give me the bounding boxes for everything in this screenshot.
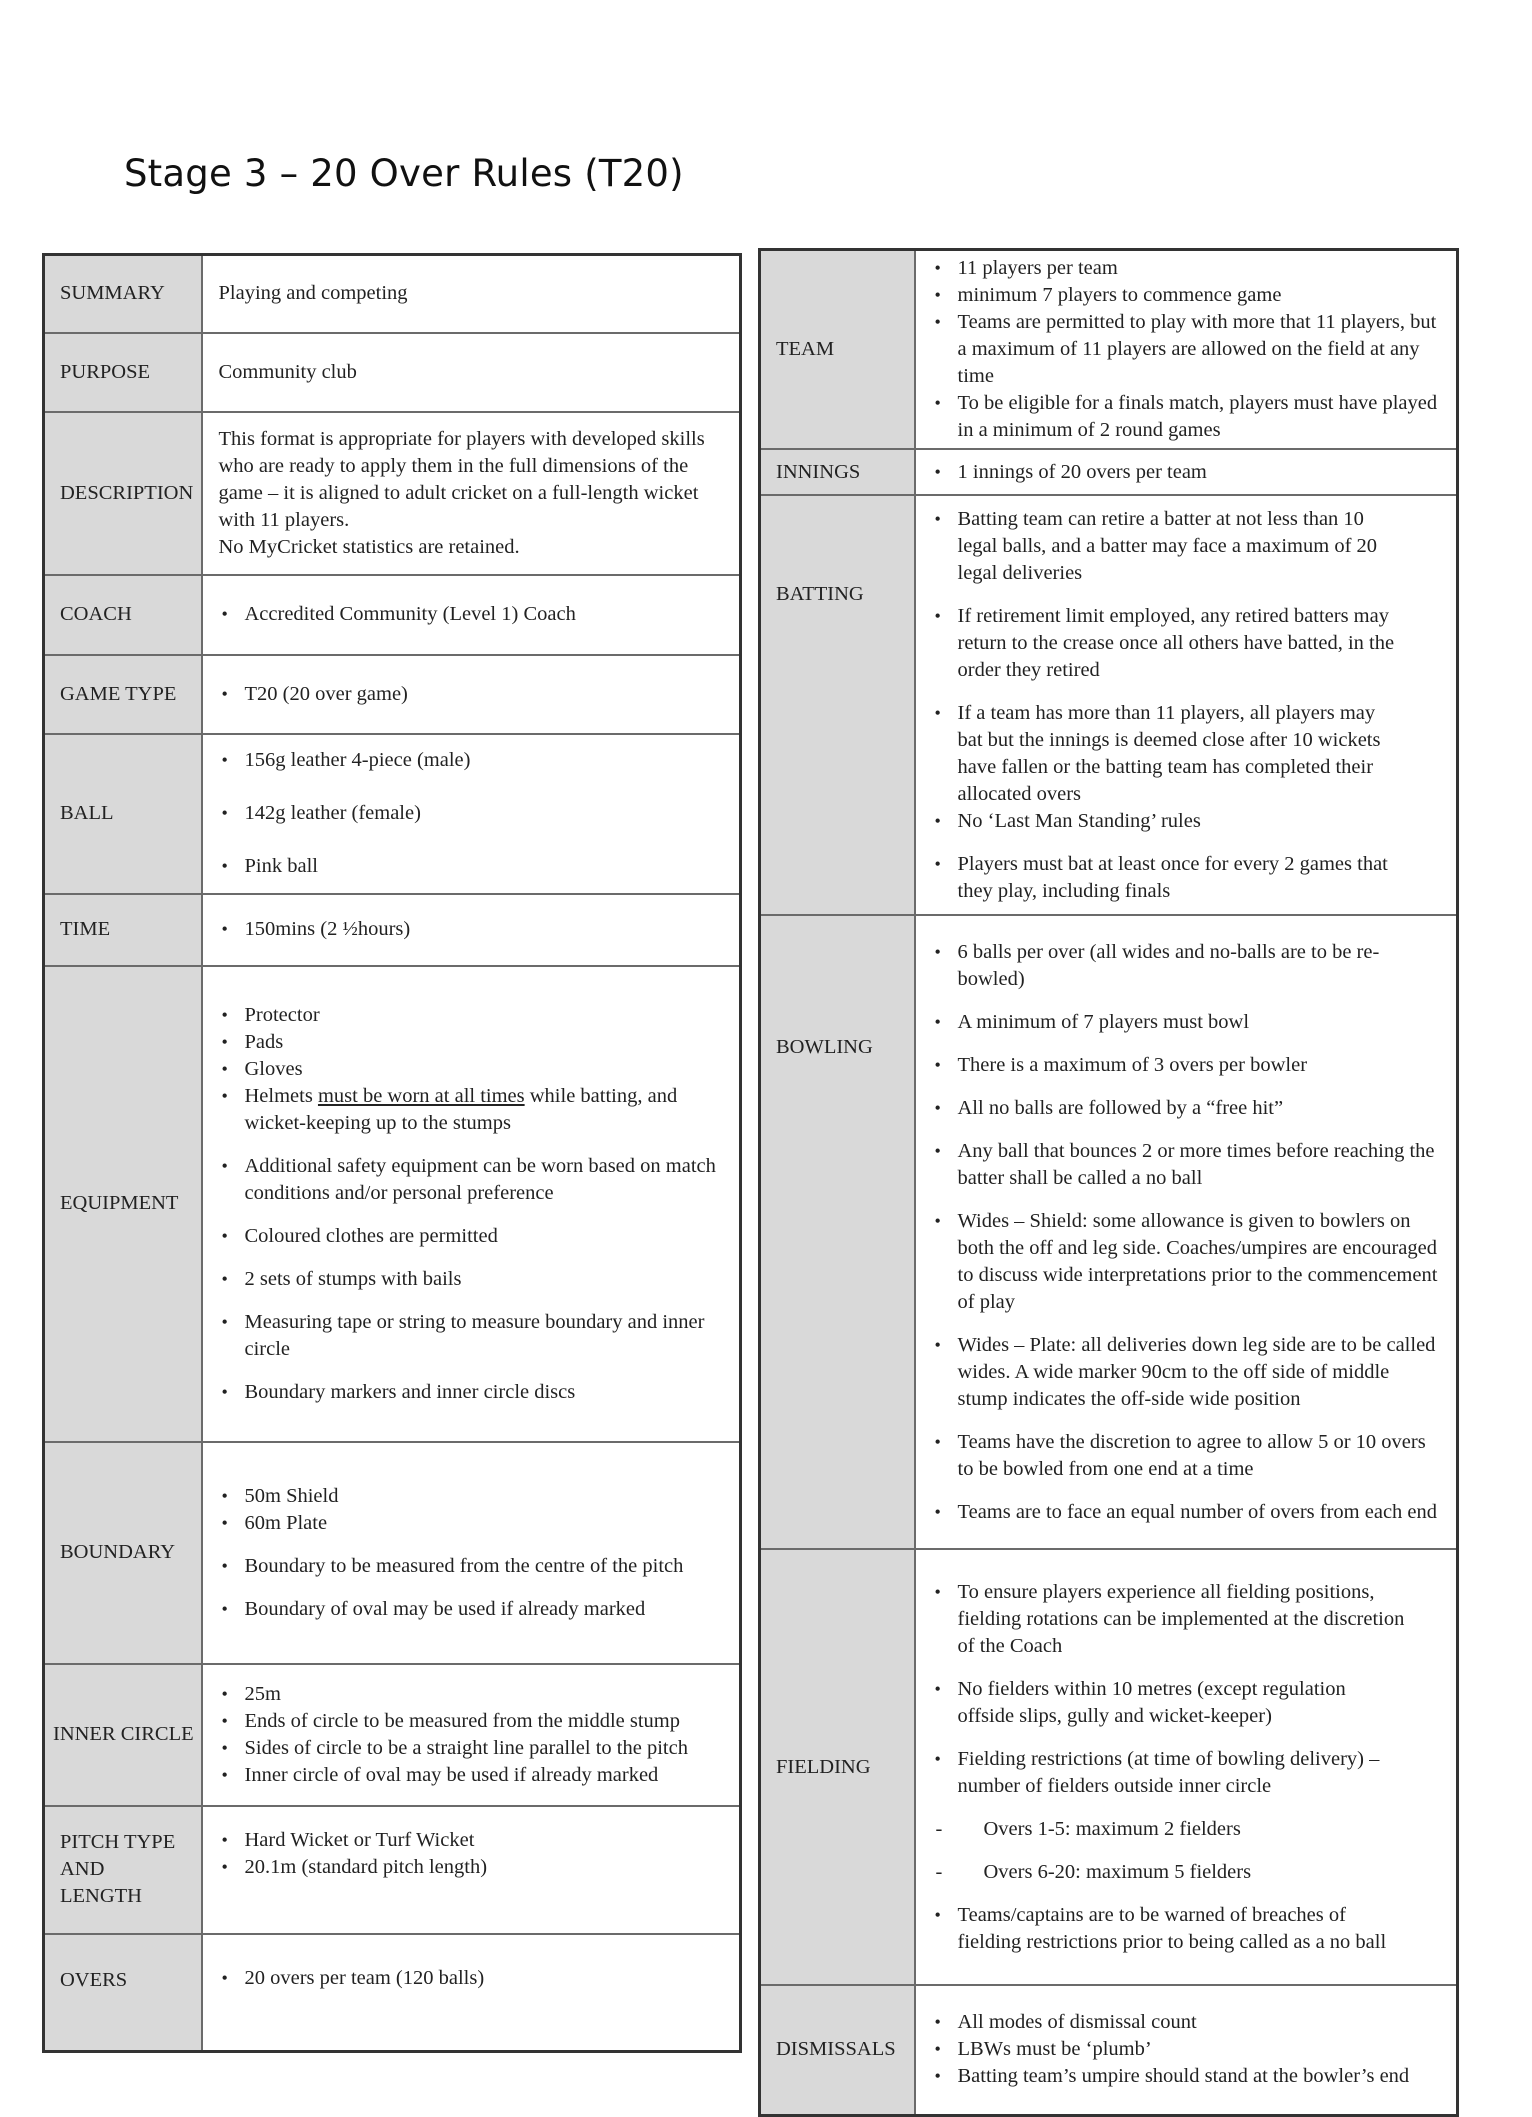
overs-value [202,1934,741,2052]
coach-label: COACH [44,575,202,655]
sub-list-item: - Overs 1-5: maximum 2 fielders [932,1816,1407,1843]
description-note: No MyCricket statistics are retained. [218,535,520,558]
list-item-helmets [219,1083,728,1137]
list-item: • Players must bat at least once for every 2 games that they play, including finals [932,851,1397,905]
helmets-pre: Helmets [244,1084,318,1107]
list-item: • Pads [219,1029,728,1056]
list-item: • Ends of circle to be measured from the middle stump [219,1708,728,1735]
list-item: • There is a maximum of 3 overs per bowler [932,1052,1445,1079]
row-description [44,412,741,575]
list-item: • Hard Wicket or Turf Wicket [219,1827,728,1854]
list-item: • T20 (20 over game) [219,681,728,708]
game-type-value [202,655,741,734]
right-rules-table [758,248,1459,2117]
coach-value [202,575,741,655]
list-item: • 50m Shield [219,1483,728,1510]
list-item: • 25m [219,1681,728,1708]
list-item: • 150mins (2 ½hours) [219,916,728,943]
list-item: • 2 sets of stumps with bails [219,1266,728,1293]
list-item: • 60m Plate [219,1510,728,1537]
description-value [202,412,741,575]
list-item: • Additional safety equipment can be worn based on match conditions and/or personal preference [219,1153,728,1207]
helmets-post: while batting, and wicket-keeping up to the stumps [244,1084,678,1134]
list-item: • Boundary markers and inner circle discs [219,1379,728,1406]
inner-circle-label: INNER CIRCLE [44,1664,202,1806]
list-item: • Sides of circle to be a straight line parallel to the pitch [219,1735,728,1762]
summary-label: SUMMARY [44,255,202,333]
dismissals-label: DISMISSALS [760,1985,915,2115]
innings-label: INNINGS [760,449,915,495]
row-overs [44,1934,741,2052]
list-item: • Boundary of oval may be used if already marked [219,1596,728,1623]
batting-value [915,495,1458,915]
row-fielding [760,1549,1458,1985]
list-item: • All modes of dismissal count [932,2009,1445,2036]
list-item: • To ensure players experience all fielding positions, fielding rotations can be implemented at the discretion of the Coach [932,1579,1407,1660]
list-item: • No fielders within 10 metres (except regulation offside slips, gully and wicket-keeper) [932,1676,1407,1730]
list-item: • 6 balls per over (all wides and no-balls are to be re-bowled) [932,939,1445,993]
dismissals-value [915,1985,1458,2115]
overs-label: OVERS [44,1934,202,2052]
list-item: • All no balls are followed by a “free hit” [932,1095,1445,1122]
row-team [760,250,1458,450]
list-item: • Batting team’s umpire should stand at the bowler’s end [932,2063,1445,2090]
row-time [44,894,741,966]
list-item: • Coloured clothes are permitted [219,1223,728,1250]
equipment-value [202,966,741,1442]
row-boundary [44,1442,741,1664]
list-item: • If a team has more than 11 players, all players may bat but the innings is deemed close after 10 wickets have fallen or the batting team has completed their allocated overs [932,700,1397,808]
list-item: • 142g leather (female) [219,800,728,827]
list-item: • A minimum of 7 players must bowl [932,1009,1445,1036]
list-item: • 156g leather 4-piece (male) [219,747,728,774]
game-type-label: GAME TYPE [44,655,202,734]
description-text: This format is appropriate for players with developed skills who are ready to apply them in the full dimensions of the game – it is aligned to adult cricket on a full-length wicket with 11 players. [218,427,705,531]
innings-value [915,449,1458,495]
team-label: TEAM [760,250,915,450]
boundary-value [202,1442,741,1664]
list-item: • Teams have the discretion to agree to allow 5 or 10 overs to be bowled from one end at a time [932,1429,1445,1483]
list-item: • 20.1m (standard pitch length) [219,1854,728,1881]
list-item: • Accredited Community (Level 1) Coach [219,601,728,628]
row-equipment [44,966,741,1442]
ball-value [202,734,741,894]
list-item: • Gloves [219,1056,728,1083]
bowling-value [915,915,1458,1549]
list-item: • minimum 7 players to commence game [932,282,1445,309]
batting-label: BATTING [760,495,915,915]
list-item: • 20 overs per team (120 balls) [219,1965,728,1992]
list-item: • Teams/captains are to be warned of breaches of fielding restrictions prior to being called as a no ball [932,1902,1407,1956]
purpose-value: Community club [202,333,741,412]
description-label: DESCRIPTION [44,412,202,575]
list-item: • Teams are permitted to play with more that 11 players, but a maximum of 11 players are allowed on the field at any time [932,309,1445,390]
list-item: • 11 players per team [932,255,1445,282]
sub-list-item: - Overs 6-20: maximum 5 fielders [932,1859,1407,1886]
row-ball [44,734,741,894]
left-rules-table [42,253,742,2053]
page-title: Stage 3 – 20 Over Rules (T20) [124,152,684,195]
list-item: • Protector [219,1002,728,1029]
time-label: TIME [44,894,202,966]
boundary-label: BOUNDARY [44,1442,202,1664]
row-pitch [44,1806,741,1934]
list-item: • Batting team can retire a batter at not less than 10 legal balls, and a batter may face a maximum of 20 legal deliveries [932,506,1397,587]
helmets-underlined: must be worn at all times [317,1084,525,1107]
pitch-value [202,1806,741,1934]
pitch-label: PITCH TYPE AND LENGTH [44,1806,202,1934]
list-item: • No ‘Last Man Standing’ rules [932,808,1397,835]
row-game-type [44,655,741,734]
list-item: • To be eligible for a finals match, players must have played in a minimum of 2 round games [932,390,1445,444]
ball-label: BALL [44,734,202,894]
row-coach [44,575,741,655]
row-innings [760,449,1458,495]
list-item: • 1 innings of 20 overs per team [932,459,1445,486]
row-batting [760,495,1458,915]
list-item: • Inner circle of oval may be used if already marked [219,1762,728,1789]
purpose-label: PURPOSE [44,333,202,412]
row-bowling [760,915,1458,1549]
fielding-label: FIELDING [760,1549,915,1985]
list-item: • If retirement limit employed, any retired batters may return to the crease once all others have batted, in the order they retired [932,603,1397,684]
row-summary [44,255,741,333]
row-inner-circle [44,1664,741,1806]
list-item: • Wides – Shield: some allowance is given to bowlers on both the off and leg side. Coaches/umpires are encouraged to discuss wide interpretations prior to the commencement of play [932,1208,1445,1316]
fielding-value [915,1549,1458,1985]
equipment-label: EQUIPMENT [44,966,202,1442]
list-item: • Wides – Plate: all deliveries down leg side are to be called wides. A wide marker 90cm to the off side of middle stump indicates the off-side wide position [932,1332,1445,1413]
row-purpose [44,333,741,412]
list-item: • Fielding restrictions (at time of bowling delivery) – number of fielders outside inner circle [932,1746,1407,1800]
inner-circle-value [202,1664,741,1806]
time-value [202,894,741,966]
list-item: • Teams are to face an equal number of overs from each end [932,1499,1445,1526]
list-item: • Any ball that bounces 2 or more times before reaching the batter shall be called a no ball [932,1138,1445,1192]
list-item: • Pink ball [219,853,728,880]
list-item: • Measuring tape or string to measure boundary and inner circle [219,1309,728,1363]
team-value [915,250,1458,450]
row-dismissals [760,1985,1458,2115]
list-item: • Boundary to be measured from the centre of the pitch [219,1553,728,1580]
list-item: • LBWs must be ‘plumb’ [932,2036,1445,2063]
bowling-label: BOWLING [760,915,915,1549]
summary-value: Playing and competing [202,255,741,333]
